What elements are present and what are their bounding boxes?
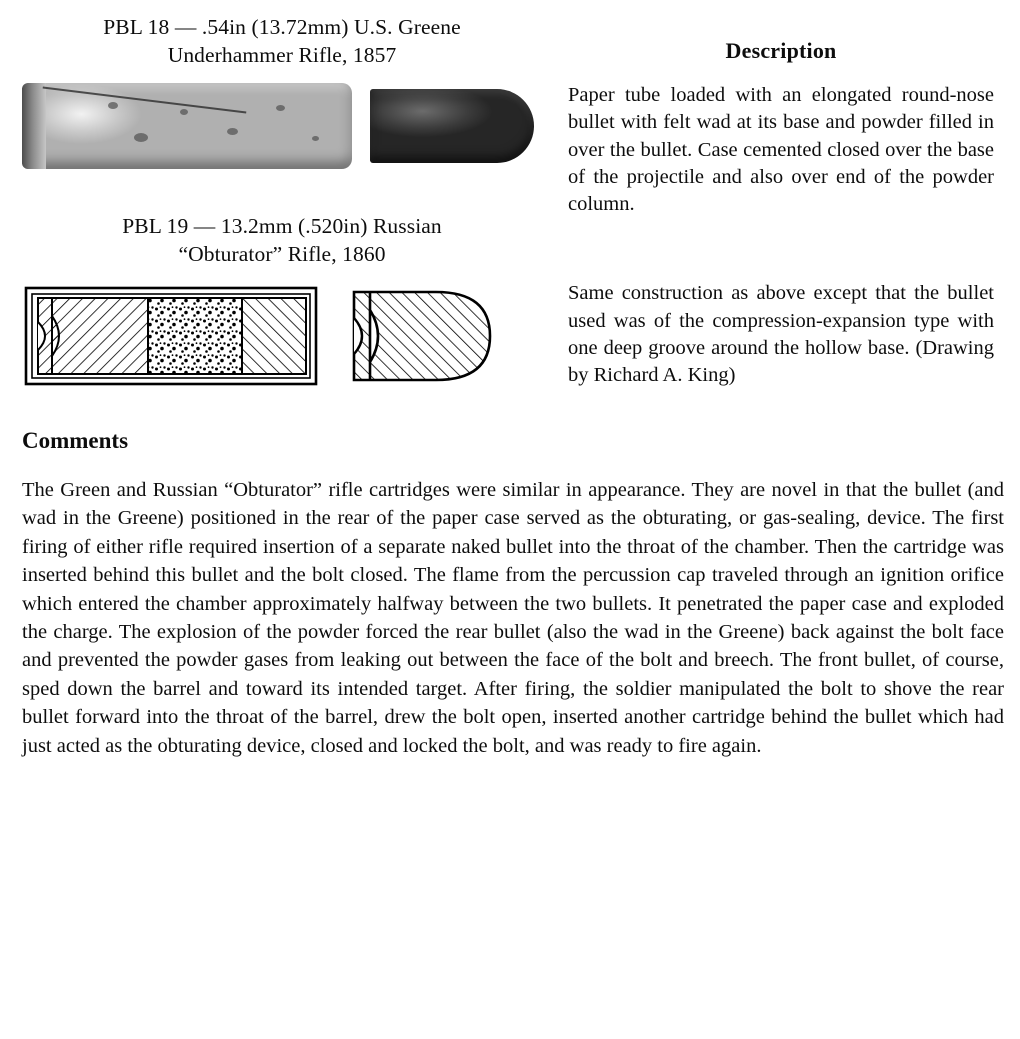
- comments-heading: Comments: [22, 428, 129, 454]
- entry-title-pbl-19: [22, 213, 542, 268]
- description-heading: Description: [725, 38, 837, 63]
- figure-pbl-19: [22, 282, 542, 390]
- photo-speck: [180, 109, 188, 115]
- sectioned-cartridge-drawing: [22, 282, 322, 390]
- photo-speck: [276, 105, 285, 111]
- entry-title-pbl-18: [22, 14, 542, 69]
- comments-text: The Green and Russian “Obturator” rifle cartridges were similar in appearance. They are novel in that the bullet (and wad in the Greene) positioned in the rear of the paper case served as the obturating, or gas-sealing, device. The first firing of either rifle required insertion of a separate naked bullet into the throat of the chamber. Then the cartridge was inserted behind this bullet and the bolt closed. The flame from the percussion cap traveled through an ignition orifice which entered the chamber approximately halfway between the two bullets. It penetrated the paper case and exploded the charge. The explosion of the powder forced the rear bullet (also the wad in the Greene) back against the bolt face and prevented the powder gases from leaking out between the face of the bolt and breech. The front bullet, of course, sped down the barrel and toward its intended target. After firing, the soldier manipulated the bolt to shove the rear bullet forward into the throat of the barrel, drew the bolt open, inserted another cartridge behind the bullet which had just acted as the obturating device, closed and locked the bolt, and was ready to fire again.: [22, 479, 1004, 757]
- round-nose-bullet-photo: [370, 89, 534, 163]
- right-column: [542, 14, 994, 389]
- comments-section: [0, 428, 1020, 760]
- entry-title-line-1: PBL 18 — .54in (13.72mm) U.S. Greene: [103, 15, 461, 39]
- entry-title-line-1: PBL 19 — 13.2mm (.520in) Russian: [122, 214, 442, 239]
- photo-speck: [134, 133, 148, 142]
- paper-cartridge-tube-photo: [22, 83, 352, 169]
- description-paragraph-1: Paper tube loaded with an elongated round-nose bullet with felt wad at its base and powder filled in over the bullet. Case cemented closed over the base of the projectile and also over end of the powder column.: [568, 84, 994, 215]
- catalog-entry-pbl-18: [22, 14, 542, 169]
- description-paragraph-2: Same construction as above except that the bullet used was of the compression-expansion type with one deep groove around the hollow base. (Drawing by Richard A. King): [568, 282, 994, 386]
- catalog-entry-pbl-19: [22, 213, 542, 390]
- top-section: [0, 0, 1020, 398]
- left-column: [22, 14, 542, 398]
- photo-speck: [312, 136, 319, 141]
- photo-speck: [108, 102, 118, 109]
- photo-speck: [227, 128, 238, 135]
- sectioned-bullet-drawing: [340, 282, 500, 390]
- entry-title-line-2: “Obturator” Rifle, 1860: [178, 241, 386, 266]
- figure-pbl-18: [22, 83, 542, 169]
- entry-title-line-2: Underhammer Rifle, 1857: [167, 42, 397, 67]
